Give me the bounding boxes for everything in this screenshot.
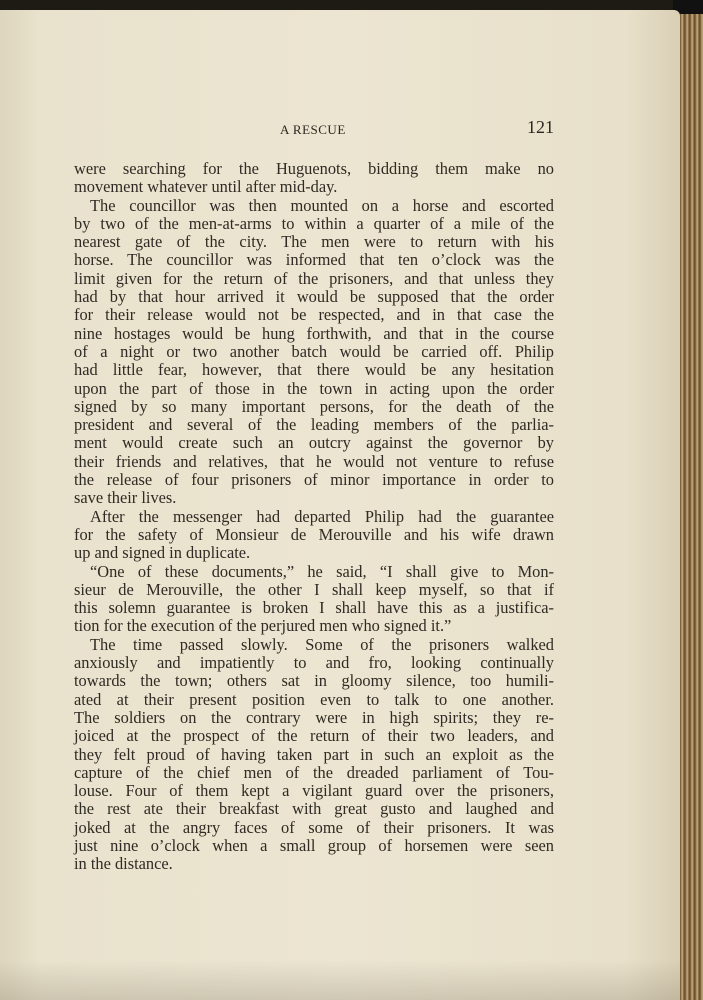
text-line: The soldiers on the contrary were in high spirits; they re- bbox=[74, 707, 554, 727]
text-line: for the safety of Monsieur de Merouville and his wife drawn bbox=[74, 524, 554, 544]
text-line: president and several of the leading members of the parlia- bbox=[74, 415, 554, 435]
text-line: louse. Four of them kept a vigilant guard over the prisoners, bbox=[74, 781, 554, 801]
text-line: limit given for the return of the prisoners, and that unless they bbox=[74, 268, 554, 288]
text-line: sieur de Merouville, the other I shall keep myself, so that if bbox=[74, 579, 554, 599]
text-line: The time passed slowly. Some of the prisoners walked bbox=[90, 634, 554, 654]
text-line: the rest ate their breakfast with great gusto and laughed and bbox=[74, 799, 554, 819]
page-edges bbox=[679, 14, 703, 1000]
text-line: capture of the chief men of the dreaded parliament of Tou- bbox=[74, 762, 554, 782]
text-line: signed by so many important persons, for the death of the bbox=[74, 396, 554, 416]
text-line: joked at the angry faces of some of their prisoners. It was bbox=[74, 817, 554, 837]
book-page bbox=[0, 10, 680, 1000]
chapter-title: A RESCUE bbox=[280, 122, 346, 137]
body-text bbox=[74, 160, 554, 874]
text-line: just nine o’clock when a small group of horsemen were seen bbox=[74, 835, 554, 855]
text-line: ment would create such an outcry against the governor by bbox=[74, 433, 554, 453]
text-line: in the distance. bbox=[74, 854, 173, 874]
text-line: nearest gate of the city. The men were to return with his bbox=[74, 232, 554, 252]
text-line: horse. The councillor was informed that ten o’clock was the bbox=[74, 250, 554, 270]
text-line: for their release would not be respected, and in that case the bbox=[74, 305, 554, 325]
text-line: towards the town; others sat in gloomy silence, too humili- bbox=[74, 671, 554, 691]
text-line: up and signed in duplicate. bbox=[74, 543, 251, 563]
text-line: The councillor was then mounted on a horse and escorted bbox=[90, 195, 554, 215]
text-line: had little fear, however, that there would be any hesitation bbox=[74, 360, 554, 380]
text-line: of a night or two another batch would be carried off. Philip bbox=[74, 341, 554, 361]
text-line: movement whatever until after mid-day. bbox=[74, 177, 338, 197]
text-line: by two of the men-at-arms to within a quarter of a mile of the bbox=[74, 213, 554, 233]
text-line: save their lives. bbox=[74, 488, 177, 508]
text-line: nine hostages would be hung forthwith, and that in the course bbox=[74, 323, 554, 343]
text-line: tion for the execution of the perjured men who signed it.” bbox=[74, 616, 452, 636]
page-number: 121 bbox=[527, 117, 554, 137]
text-line: ated at their present position even to talk to one another. bbox=[74, 689, 554, 709]
text-line: anxiously and impatiently to and fro, looking continually bbox=[74, 653, 554, 673]
text-line: were searching for the Huguenots, bidding them make no bbox=[74, 159, 554, 178]
text-line: their friends and relatives, that he would not venture to refuse bbox=[74, 451, 554, 471]
text-line: had by that hour arrived it would be supposed that the order bbox=[74, 287, 554, 307]
text-line: this solemn guarantee is broken I shall have this as a justifica- bbox=[74, 598, 554, 618]
text-line: joiced at the prospect of the return of their two leaders, and bbox=[74, 726, 554, 746]
text-line: “One of these documents,” he said, “I shall give to Mon- bbox=[90, 561, 554, 581]
text-line: After the messenger had departed Philip had the guarantee bbox=[90, 506, 554, 526]
running-head bbox=[74, 117, 554, 141]
text-line: the release of four prisoners of minor importance in order to bbox=[74, 470, 554, 490]
text-line: they felt proud of having taken part in such an exploit as the bbox=[74, 744, 554, 764]
text-line: upon the part of those in the town in acting upon the order bbox=[74, 378, 554, 398]
